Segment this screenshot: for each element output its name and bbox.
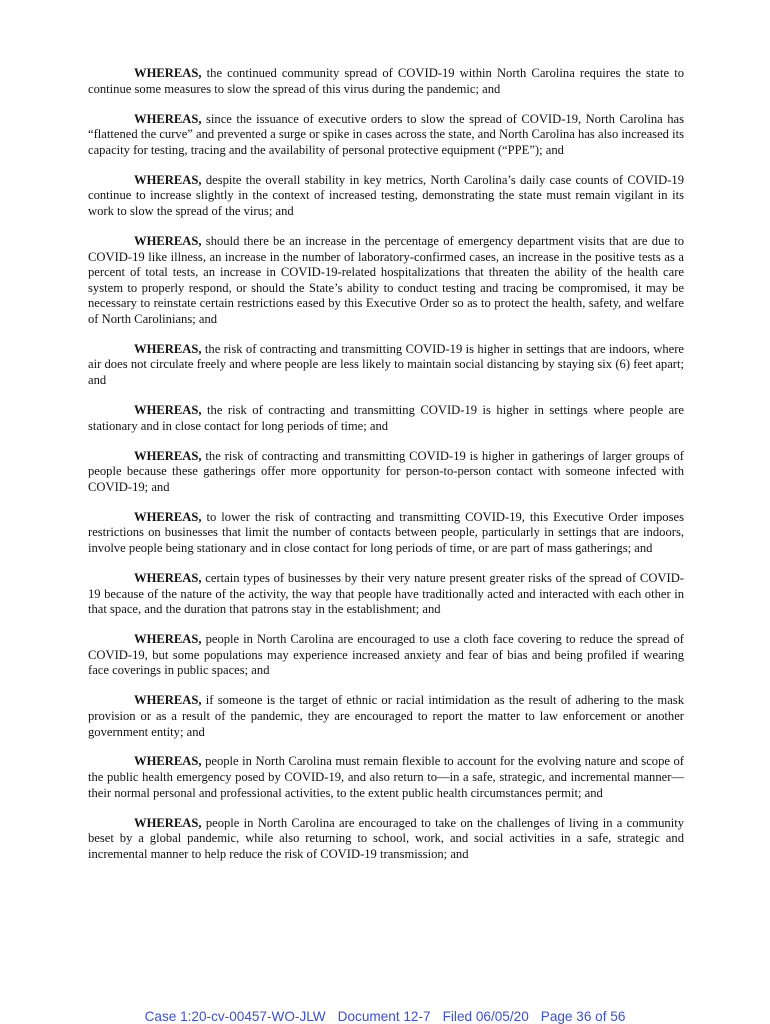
whereas-paragraph-13 bbox=[88, 816, 684, 863]
whereas-paragraph-9 bbox=[88, 571, 684, 618]
paragraph-text: the continued community spread of COVID-19 within North Carolina requires the state to continue some measures to slow the spread of this virus during the pandemic; and bbox=[88, 66, 684, 96]
paragraph-text: people in North Carolina are encouraged to use a cloth face covering to reduce the spread of COVID-19, but some populations may experience increased anxiety and fear of bias and being profiled if wearing face coverings in public spaces; and bbox=[88, 632, 684, 678]
whereas-paragraph-10 bbox=[88, 632, 684, 679]
paragraph-lead: WHEREAS, bbox=[134, 111, 202, 126]
paragraph-lead: WHEREAS, bbox=[134, 448, 202, 463]
paragraph-text: certain types of businesses by their very nature present greater risks of the spread of COVID-19 because of the nature of the activity, the way that people have traditionally acted and interacted with each other in that space, and the duration that patrons stay in the establishment; and bbox=[88, 570, 684, 617]
paragraph-text: should there be an increase in the percentage of emergency department visits that are due to COVID-19 like illness, an increase in the number of laboratory-confirmed cases, an increase in the positive tests as a percent of total tests, an increase in COVID-19-related hospitalizations that threaten the ability of the health care system to properly respond, or should the State’s ability to conduct testing and tracing be compromised, it may be necessary to reinstate certain restrictions eased by this Executive Order so as to protect the health, safety, and welfare of North Carolinians; and bbox=[88, 233, 684, 326]
paragraph-lead: WHEREAS, bbox=[134, 693, 202, 708]
footer-case-number: Case 1:20-cv-00457-WO-JLW bbox=[144, 1009, 326, 1024]
paragraph-text: if someone is the target of ethnic or racial intimidation as the result of adhering to the mask provision or as a result of the pandemic, they are encouraged to report the matter to law enforcement or another government entity; and bbox=[88, 693, 684, 739]
whereas-paragraph-1 bbox=[88, 66, 684, 97]
paragraph-lead: WHEREAS, bbox=[134, 66, 202, 80]
paragraph-lead: WHEREAS, bbox=[134, 341, 202, 356]
whereas-paragraph-8 bbox=[88, 510, 684, 557]
footer-document-number: Document 12-7 bbox=[337, 1009, 431, 1024]
whereas-paragraph-3 bbox=[88, 173, 684, 220]
paragraph-lead: WHEREAS, bbox=[134, 403, 202, 418]
paragraph-lead: WHEREAS, bbox=[134, 509, 202, 524]
footer-filed-date: Filed 06/05/20 bbox=[442, 1009, 529, 1024]
paragraph-text: people in North Carolina must remain flexible to account for the evolving nature and scope of the public health emergency posed by COVID-19, and also return to—in a safe, strategic, and incremental manner—their normal personal and professional activities, to the extent public health circumstances permit; and bbox=[88, 754, 684, 800]
whereas-paragraph-5 bbox=[88, 342, 684, 389]
paragraph-lead: WHEREAS, bbox=[134, 754, 202, 769]
paragraph-lead: WHEREAS, bbox=[134, 570, 202, 585]
paragraph-lead: WHEREAS, bbox=[134, 172, 202, 187]
footer-page-number: Page 36 of 56 bbox=[540, 1009, 626, 1024]
whereas-paragraph-2 bbox=[88, 112, 684, 159]
whereas-paragraph-12 bbox=[88, 754, 684, 801]
paragraph-text: despite the overall stability in key metrics, North Carolina’s daily case counts of COVID-19 continue to increase slightly in the context of increased testing, demonstrating the state must remain vigilant in its work to slow the spread of the virus; and bbox=[88, 172, 684, 218]
paragraph-text: since the issuance of executive orders to slow the spread of COVID-19, North Carolina has “flattened the curve” and prevented a surge or spike in cases across the state, and North Carolina has also increased its capacity for testing, tracing and the availability of personal protective equipment (“PPE”); and bbox=[88, 111, 685, 157]
paragraph-lead: WHEREAS, bbox=[134, 815, 202, 830]
case-footer bbox=[0, 1009, 770, 1024]
paragraph-lead: WHEREAS, bbox=[134, 233, 202, 248]
whereas-paragraph-4 bbox=[88, 234, 684, 328]
whereas-paragraph-6 bbox=[88, 403, 684, 434]
paragraph-lead: WHEREAS, bbox=[134, 632, 202, 647]
paragraph-text: people in North Carolina are encouraged to take on the challenges of living in a community beset by a global pandemic, while also returning to school, work, and social activities in a safe, strategic and incremental manner to help reduce the risk of COVID-19 transmission; and bbox=[88, 815, 684, 861]
document-body bbox=[88, 66, 684, 877]
paragraph-text: the risk of contracting and transmitting COVID-19 is higher in gatherings of larger groups of people because these gatherings offer more opportunity for person-to-person contact with someone infected with COVID-19; and bbox=[88, 448, 684, 494]
whereas-paragraph-11 bbox=[88, 693, 684, 740]
paragraph-text: the risk of contracting and transmitting COVID-19 is higher in settings where people are stationary and in close contact for long periods of time; and bbox=[88, 403, 684, 433]
whereas-paragraph-7 bbox=[88, 449, 684, 496]
paragraph-text: to lower the risk of contracting and transmitting COVID-19, this Executive Order imposes restrictions on businesses that limit the number of contacts between people, particularly in settings that are indoors, involve people being stationary and in close contact for long periods of time, or are part of mass gatherings; and bbox=[88, 509, 684, 555]
paragraph-text: the risk of contracting and transmitting COVID-19 is higher in settings that are indoors, where air does not circulate freely and where people are less likely to maintain social distancing by staying six (6) feet apart; and bbox=[88, 341, 684, 388]
